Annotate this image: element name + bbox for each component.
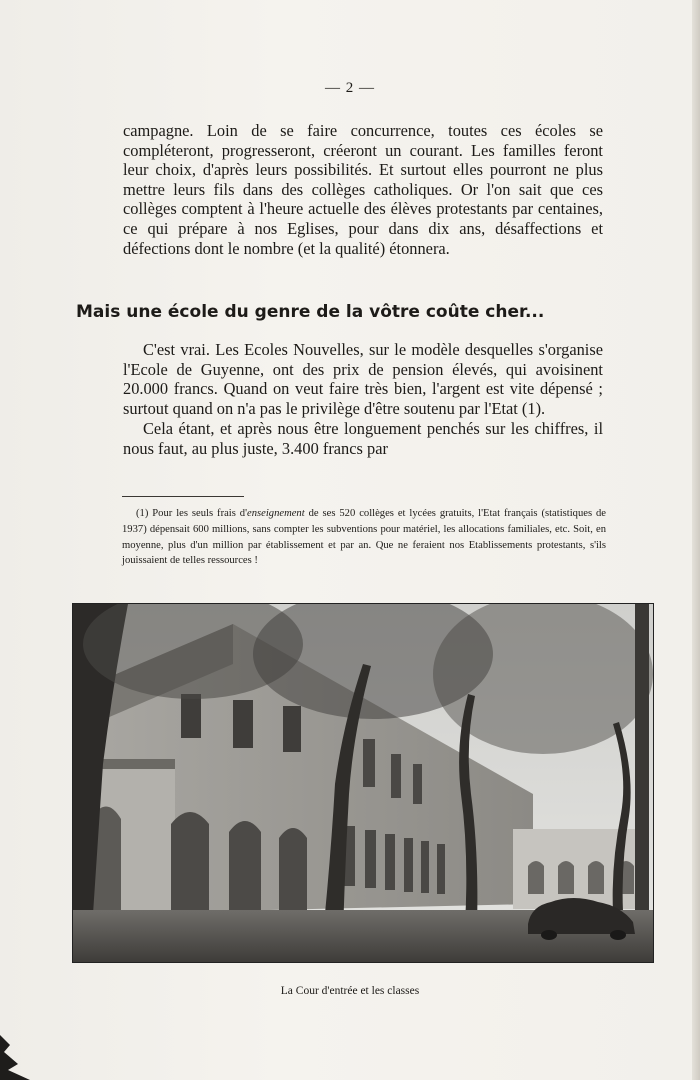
page-number: — 2 —	[325, 80, 375, 96]
footnote-text-1: (1) Pour les seuls frais d'	[136, 508, 247, 519]
page-edge	[692, 0, 700, 1080]
torn-corner	[0, 1030, 30, 1080]
photo-illustration	[73, 604, 653, 962]
footnote-emphasis: enseignement	[247, 508, 305, 519]
footnote-rule	[122, 496, 244, 497]
section-heading: Mais une école du genre de la vôtre coûte cher...	[76, 302, 545, 322]
footnote-text-2: de ses 520 collèges et lycées gratuits, l'Etat français (statistiques de 1937) dépensait 600 millions, sans compter les subventions pour matériel, les allocations familiales, etc. Soit, en moyenne, plus d'un million par établissement et par an. Que ne feraient nos Etablissements protestants, s'ils jouissaient de telles ressources !	[122, 508, 607, 567]
paragraph-1: campagne. Loin de se faire concurrence, toutes ces écoles se compléteront, progresseront, créeront un courant. Les familles feront leur choix, d'après leurs possibilités. Et surtout elles pourront ne plus mettre leurs fils dans des collèges catholiques. Or l'on sait que ces collèges comptent à l'heure actuelle des élèves protestants par centaines, ce qui prépare à nos Eglises, pour dans dix ans, désaffections et défections dont le nombre (et la qualité) étonnera.	[123, 121, 603, 258]
photo-caption: La Cour d'entrée et les classes	[280, 985, 420, 997]
paragraph-2: C'est vrai. Les Ecoles Nouvelles, sur le modèle desquelles s'organise l'Ecole de Guyenne, ont des prix de pension élevés, qui avoisinent 20.000 francs. Quand on veut faire très bien, l'argent est vite dépensé ; surtout quand on n'a pas le privilège d'être soutenu par l'Etat (1).	[123, 340, 603, 418]
footnote	[122, 506, 606, 569]
paragraph-3: Cela étant, et après nous être longuement penchés sur les chiffres, il nous faut, au plus juste, 3.400 francs par	[123, 419, 603, 458]
school-courtyard-photo	[72, 603, 654, 963]
